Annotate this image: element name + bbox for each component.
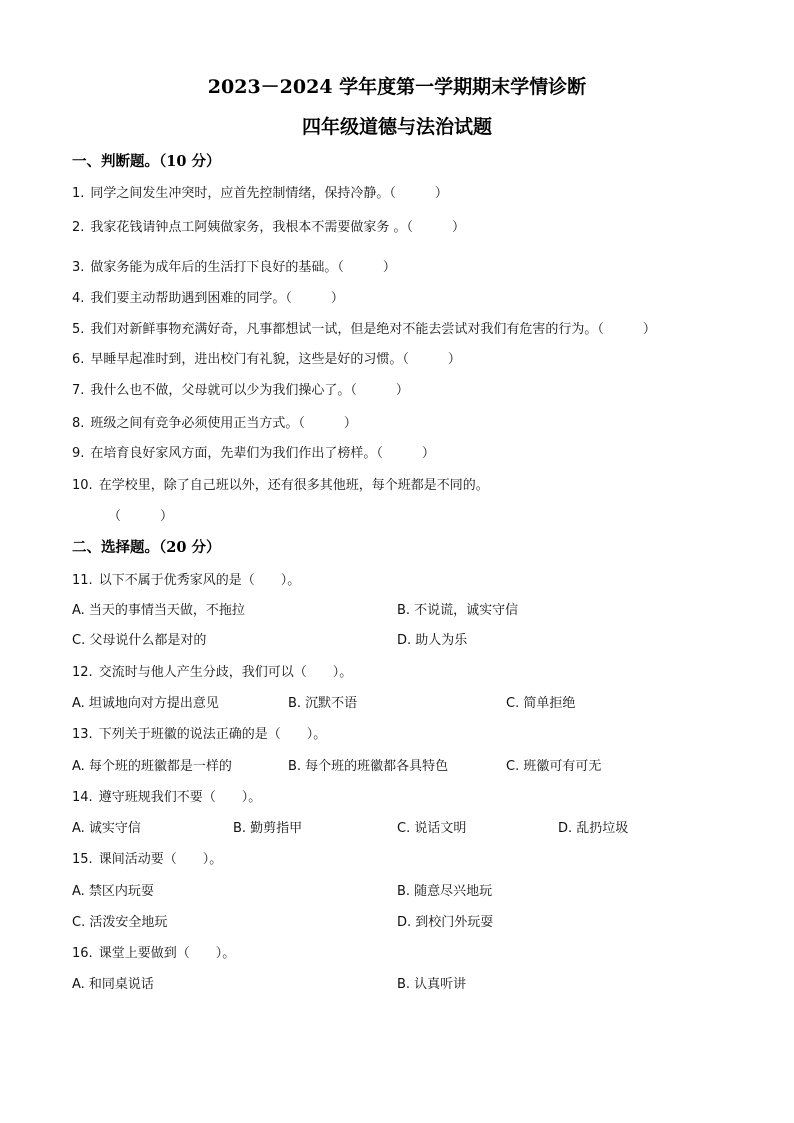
option-14-c: C. 说话文明 (397, 821, 467, 836)
question-text: 下列关于班徽的说法正确的是（ ）。 (98, 727, 327, 742)
question-text: 同学之间发生冲突时，应首先控制情绪，保持冷静。（ ） (90, 186, 448, 201)
question-text: 做家务能为成年后的生活打下良好的基础。（ ） (90, 260, 396, 275)
question-15 (72, 848, 222, 867)
option-15-c: C. 活泼安全地玩 (72, 915, 168, 930)
option-13-c: C. 班徽可有可无 (506, 759, 602, 774)
question-number: 2. (72, 220, 85, 235)
exam-subtitle: 四年级道德与法治试题 (301, 116, 492, 138)
section-true-false-heading: 一、判断题。（10 分） (72, 153, 221, 170)
question-text: 我家花钱请钟点工阿姨做家务，我根本不需要做家务 。（ ） (90, 220, 466, 235)
question-7 (72, 379, 409, 398)
question-6 (72, 348, 461, 367)
option-15-d: D. 到校门外玩耍 (397, 915, 494, 930)
question-text: 班级之间有竞争必须使用正当方式。（ ） (90, 416, 357, 431)
question-12 (72, 661, 352, 680)
question-number: 7. (72, 383, 85, 398)
option-14-d: D. 乱扔垃圾 (558, 821, 629, 836)
question-4 (72, 287, 344, 306)
question-number: 12. (72, 665, 93, 680)
question-text: 课堂上要做到（ ）。 (98, 946, 236, 961)
question-number: 10. (72, 478, 93, 493)
question-text: 我们对新鲜事物充满好奇，凡事都想试一试，但是绝对不能去尝试对我们有危害的行为。（ ） (90, 322, 656, 337)
option-16-b: B. 认真听讲 (397, 977, 467, 992)
question-2 (72, 216, 465, 235)
question-number: 14. (72, 790, 93, 805)
question-number: 13. (72, 727, 93, 742)
section-multiple-choice-heading: 二、选择题。（20 分） (72, 539, 221, 556)
option-15-a: A. 禁区内玩耍 (72, 884, 154, 899)
question-number: 16. (72, 946, 93, 961)
option-13-a: A. 每个班的班徽都是一样的 (72, 759, 232, 774)
question-text: 在培育良好家风方面，先辈们为我们作出了榜样。（ ） (90, 446, 435, 461)
question-9 (72, 442, 435, 461)
option-16-a: A. 和同桌说话 (72, 977, 154, 992)
option-14-a: A. 诚实守信 (72, 821, 141, 836)
question-number: 8. (72, 416, 85, 431)
question-10 (72, 474, 489, 493)
question-1 (72, 182, 448, 201)
option-11-b: B. 不说谎，诚实守信 (397, 603, 519, 618)
question-14 (72, 786, 261, 805)
question-number: 15. (72, 852, 93, 867)
option-13-b: B. 每个班的班徽都各具特色 (288, 759, 449, 774)
option-15-b: B. 随意尽兴地玩 (397, 884, 493, 899)
question-number: 3. (72, 260, 85, 275)
question-11 (72, 569, 300, 588)
exam-title: 2023－2024 学年度第一学期期末学情诊断 (207, 76, 587, 98)
option-11-c: C. 父母说什么都是对的 (72, 633, 207, 648)
option-12-c: C. 简单拒绝 (506, 696, 576, 711)
option-14-b: B. 勤剪指甲 (233, 821, 303, 836)
question-number: 11. (72, 573, 93, 588)
question-13 (72, 723, 326, 742)
question-text: 在学校里，除了自己班以外，还有很多其他班，每个班都是不同的。 (98, 478, 489, 493)
question-text: 遵守班规我们不要（ ）。 (98, 790, 262, 805)
question-10-answer-blank: （ ） (108, 509, 174, 524)
question-number: 9. (72, 446, 85, 461)
question-3 (72, 256, 396, 275)
option-12-b: B. 沉默不语 (288, 696, 358, 711)
question-number: 6. (72, 352, 85, 367)
option-11-a: A. 当天的事情当天做，不拖拉 (72, 603, 245, 618)
question-text: 课间活动要（ ）。 (98, 852, 223, 867)
question-16 (72, 942, 235, 961)
question-8 (72, 412, 357, 431)
option-11-d: D. 助人为乐 (397, 633, 468, 648)
question-text: 交流时与他人产生分歧，我们可以（ ）。 (98, 665, 353, 680)
option-12-a: A. 坦诚地向对方提出意见 (72, 696, 219, 711)
question-text: 我什么也不做，父母就可以少为我们操心了。（ ） (90, 383, 409, 398)
question-number: 1. (72, 186, 85, 201)
question-number: 4. (72, 291, 85, 306)
question-5 (72, 318, 656, 337)
question-text: 早睡早起准时到，进出校门有礼貌，这些是好的习惯。（ ） (90, 352, 461, 367)
question-number: 5. (72, 322, 85, 337)
question-text: 我们要主动帮助遇到困难的同学。（ ） (90, 291, 344, 306)
question-text: 以下不属于优秀家风的是（ ）。 (98, 573, 301, 588)
